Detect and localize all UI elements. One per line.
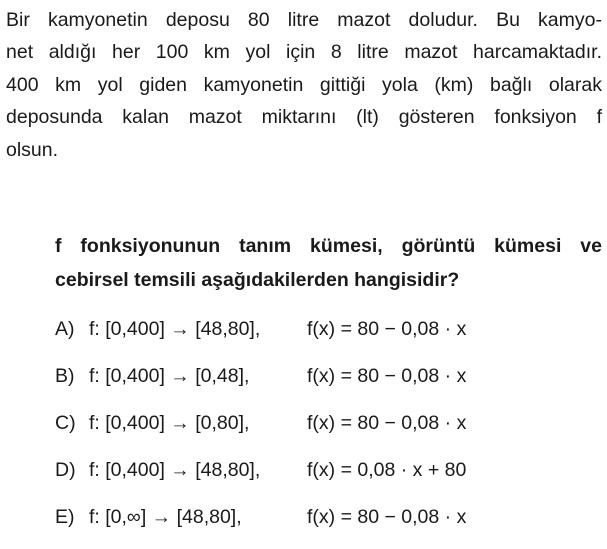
question-text: [55, 229, 602, 297]
option-letter: C): [55, 412, 76, 434]
answer-options: [55, 314, 605, 549]
problem-line: deposunda kalan mazot miktarını (lt) gösteren fonksiyon f: [6, 106, 602, 129]
option-c[interactable]: [55, 408, 605, 455]
problem-line: Bir kamyonetin deposu 80 litre mazot doludur. Bu kamyo-: [6, 9, 602, 31]
option-b[interactable]: [55, 361, 605, 408]
option-formula: f(x) = 80 − 0,08 · x: [307, 412, 467, 434]
option-domain-range: f: [0,400] → [0,48],: [89, 365, 250, 387]
option-domain-range: f: [0,400] → [0,80],: [89, 412, 250, 434]
problem-text: [6, 4, 602, 166]
option-a[interactable]: [55, 314, 605, 361]
option-letter: B): [55, 365, 75, 387]
option-formula: f(x) = 80 − 0,08 · x: [307, 318, 467, 340]
option-formula: f(x) = 80 − 0,08 · x: [307, 506, 467, 528]
option-domain-range: f: [0,400] → [48,80],: [89, 318, 261, 340]
problem-line: 400 km yol giden kamyonetin gittiği yola (km) bağlı olarak: [6, 73, 602, 96]
option-letter: E): [55, 506, 75, 528]
option-letter: A): [55, 318, 75, 340]
question-line: f fonksiyonunun tanım kümesi, görüntü kümesi ve: [55, 235, 602, 257]
option-domain-range: f: [0,∞] → [48,80],: [89, 506, 242, 528]
problem-line: net aldığı her 100 km yol için 8 litre mazot harcamaktadır.: [6, 41, 602, 64]
option-formula: f(x) = 0,08 · x + 80: [307, 459, 467, 481]
problem-line: olsun.: [6, 138, 59, 161]
option-letter: D): [55, 459, 76, 481]
option-domain-range: f: [0,400] → [48,80],: [89, 459, 261, 481]
option-d[interactable]: [55, 455, 605, 502]
option-formula: f(x) = 80 − 0,08 · x: [307, 365, 467, 387]
question-line: cebirsel temsili aşağıdakilerden hangisidir?: [55, 269, 460, 291]
